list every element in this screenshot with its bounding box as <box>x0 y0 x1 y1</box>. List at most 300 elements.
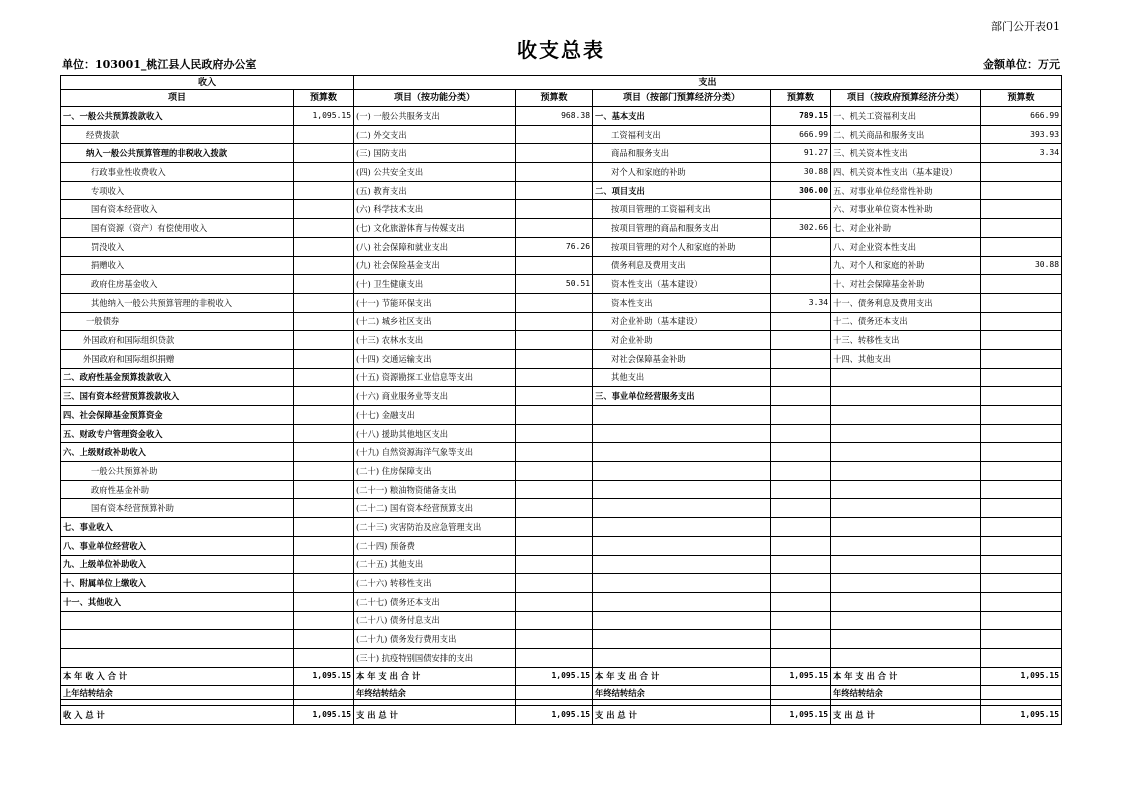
income-value <box>294 443 354 462</box>
gov-econ-value <box>981 349 1062 368</box>
gov-econ-item <box>831 592 981 611</box>
dept-econ-item: 其他支出 <box>593 368 771 387</box>
gov-econ-item <box>831 630 981 649</box>
gov-econ-item: 六、对事业单位资本性补助 <box>831 200 981 219</box>
gov-econ-item: 十三、转移性支出 <box>831 331 981 350</box>
dept-econ-value <box>771 368 831 387</box>
income-value <box>294 219 354 238</box>
dept-econ-item: 二、项目支出 <box>593 181 771 200</box>
income-item: 经费拨款 <box>61 125 294 144</box>
dept-econ-value <box>771 312 831 331</box>
gov-econ-value <box>981 368 1062 387</box>
income-item: 五、财政专户管理资金收入 <box>61 424 294 443</box>
income-value <box>294 592 354 611</box>
income-value <box>294 536 354 555</box>
function-item: (二十) 住房保障支出 <box>354 462 516 481</box>
dept-econ-item: 对企业补助 <box>593 331 771 350</box>
function-value <box>516 349 593 368</box>
expense-header: 支出 <box>354 76 1062 90</box>
dept-econ-item: 对企业补助（基本建设） <box>593 312 771 331</box>
expense-year-total-value: 1,095.15 <box>771 667 831 686</box>
dept-econ-value <box>771 237 831 256</box>
dept-econ-item: 工资福利支出 <box>593 125 771 144</box>
income-item: 九、上级单位补助收入 <box>61 555 294 574</box>
function-value <box>516 125 593 144</box>
unit-label: 单位：103001_桃江县人民政府办公室 <box>62 58 257 71</box>
table-row <box>61 462 1062 481</box>
function-item: (五) 教育支出 <box>354 181 516 200</box>
income-value <box>294 574 354 593</box>
income-value <box>294 256 354 275</box>
dept-econ-item: 资本性支出 <box>593 293 771 312</box>
function-item: (二十五) 其他支出 <box>354 555 516 574</box>
income-value <box>294 518 354 537</box>
gov-econ-value <box>981 574 1062 593</box>
income-item: 外国政府和国际组织贷款 <box>61 331 294 350</box>
function-value <box>516 256 593 275</box>
gov-econ-value <box>981 499 1062 518</box>
dept-econ-value <box>771 574 831 593</box>
dept-econ-value: 306.00 <box>771 181 831 200</box>
income-header: 收入 <box>61 76 354 90</box>
function-value <box>516 144 593 163</box>
function-value <box>516 200 593 219</box>
dept-econ-item: 按项目管理的商品和服务支出 <box>593 219 771 238</box>
function-item: (十四) 交通运输支出 <box>354 349 516 368</box>
income-item: 三、国有资本经营预算拨款收入 <box>61 387 294 406</box>
dept-econ-item <box>593 499 771 518</box>
function-value <box>516 406 593 425</box>
table-row <box>61 256 1062 275</box>
function-item: (二十八) 债务付息支出 <box>354 611 516 630</box>
expense-grand-total-label: 支 出 总 计 <box>354 706 516 725</box>
income-item: 一般公共预算补助 <box>61 462 294 481</box>
dept-econ-value: 30.88 <box>771 163 831 182</box>
income-value <box>294 293 354 312</box>
table-row <box>61 368 1062 387</box>
table-row <box>61 107 1062 126</box>
gov-econ-item <box>831 648 981 667</box>
gov-econ-item: 十、对社会保障基金补助 <box>831 275 981 294</box>
dept-econ-value <box>771 630 831 649</box>
table-row <box>61 574 1062 593</box>
income-item: 外国政府和国际组织捐赠 <box>61 349 294 368</box>
dept-econ-value: 91.27 <box>771 144 831 163</box>
income-item: 一、一般公共预算拨款收入 <box>61 107 294 126</box>
gov-econ-value <box>981 163 1062 182</box>
function-value <box>516 648 593 667</box>
function-value <box>516 424 593 443</box>
income-budget-header: 预算数 <box>294 90 354 107</box>
income-item: 八、事业单位经营收入 <box>61 536 294 555</box>
gov-econ-item: 十一、债务利息及费用支出 <box>831 293 981 312</box>
gov-econ-value: 30.88 <box>981 256 1062 275</box>
function-item: (二十二) 国有资本经营预算支出 <box>354 499 516 518</box>
end-balance-value <box>516 686 593 700</box>
gov-econ-item: 四、机关资本性支出（基本建设） <box>831 163 981 182</box>
gov-econ-value <box>981 648 1062 667</box>
income-item: 二、政府性基金预算拨款收入 <box>61 368 294 387</box>
function-value <box>516 163 593 182</box>
income-item-header: 项目 <box>61 90 294 107</box>
income-item: 一般债券 <box>61 312 294 331</box>
function-value <box>516 480 593 499</box>
expense-year-total-value: 1,095.15 <box>981 667 1062 686</box>
income-value <box>294 480 354 499</box>
dept-econ-item <box>593 592 771 611</box>
gov-econ-item <box>831 387 981 406</box>
dept-econ-value <box>771 331 831 350</box>
budget-summary-table <box>60 75 1062 725</box>
income-value <box>294 462 354 481</box>
end-balance-label: 年终结转结余 <box>593 686 771 700</box>
dept-econ-item: 商品和服务支出 <box>593 144 771 163</box>
dept-econ-item: 对个人和家庭的补助 <box>593 163 771 182</box>
income-grand-total-value: 1,095.15 <box>294 706 354 725</box>
gov-econ-value <box>981 181 1062 200</box>
function-item: (二十九) 债务发行费用支出 <box>354 630 516 649</box>
function-value <box>516 462 593 481</box>
income-value <box>294 312 354 331</box>
gov-econ-value <box>981 611 1062 630</box>
income-item: 四、社会保障基金预算资金 <box>61 406 294 425</box>
function-item: (八) 社会保障和就业支出 <box>354 237 516 256</box>
function-value: 76.26 <box>516 237 593 256</box>
table-row <box>61 219 1062 238</box>
gov-econ-item: 三、机关资本性支出 <box>831 144 981 163</box>
function-item: (十八) 援助其他地区支出 <box>354 424 516 443</box>
function-value <box>516 630 593 649</box>
dept-econ-value <box>771 200 831 219</box>
expense-grand-total-label: 支 出 总 计 <box>593 706 771 725</box>
table-row <box>61 125 1062 144</box>
income-grand-total-label: 收 入 总 计 <box>61 706 294 725</box>
dept-econ-value <box>771 518 831 537</box>
function-value: 968.38 <box>516 107 593 126</box>
income-item: 国有资本经营收入 <box>61 200 294 219</box>
income-value <box>294 237 354 256</box>
gov-econ-budget-header: 预算数 <box>981 90 1062 107</box>
table-row <box>61 592 1062 611</box>
income-year-total-value: 1,095.15 <box>294 667 354 686</box>
dept-econ-item <box>593 630 771 649</box>
gov-econ-value <box>981 480 1062 499</box>
gov-econ-value <box>981 462 1062 481</box>
dept-econ-value <box>771 256 831 275</box>
income-item: 罚没收入 <box>61 237 294 256</box>
dept-econ-value <box>771 592 831 611</box>
income-value <box>294 349 354 368</box>
income-item: 六、上级财政补助收入 <box>61 443 294 462</box>
income-value <box>294 630 354 649</box>
function-value <box>516 368 593 387</box>
gov-econ-item: 九、对个人和家庭的补助 <box>831 256 981 275</box>
function-item: (一) 一般公共服务支出 <box>354 107 516 126</box>
function-value <box>516 592 593 611</box>
income-value <box>294 611 354 630</box>
income-value: 1,095.15 <box>294 107 354 126</box>
function-item: (二) 外交支出 <box>354 125 516 144</box>
amount-unit: 金额单位：万元 <box>983 58 1060 71</box>
gov-econ-item <box>831 443 981 462</box>
income-value <box>294 125 354 144</box>
function-item: (三十) 抗疫特别国债安排的支出 <box>354 648 516 667</box>
dept-econ-value <box>771 443 831 462</box>
income-value <box>294 424 354 443</box>
dept-econ-value <box>771 499 831 518</box>
dept-econ-value <box>771 555 831 574</box>
gov-econ-value <box>981 536 1062 555</box>
income-value <box>294 200 354 219</box>
function-item: (三) 国防支出 <box>354 144 516 163</box>
function-item: (十二) 城乡社区支出 <box>354 312 516 331</box>
gov-econ-item <box>831 368 981 387</box>
gov-econ-value: 666.99 <box>981 107 1062 126</box>
income-item: 行政事业性收费收入 <box>61 163 294 182</box>
function-item: (十九) 自然资源海洋气象等支出 <box>354 443 516 462</box>
function-item: (十一) 节能环保支出 <box>354 293 516 312</box>
gov-econ-item <box>831 611 981 630</box>
function-value <box>516 331 593 350</box>
dept-econ-item: 一、基本支出 <box>593 107 771 126</box>
function-budget-header: 预算数 <box>516 90 593 107</box>
function-item-header: 项目（按功能分类） <box>354 90 516 107</box>
gov-econ-item: 二、机关商品和服务支出 <box>831 125 981 144</box>
function-item: (十六) 商业服务业等支出 <box>354 387 516 406</box>
dept-econ-item <box>593 480 771 499</box>
income-year-total-label: 本 年 收 入 合 计 <box>61 667 294 686</box>
income-item: 十、附属单位上缴收入 <box>61 574 294 593</box>
dept-econ-value <box>771 480 831 499</box>
function-value <box>516 499 593 518</box>
function-value <box>516 574 593 593</box>
function-item: (十三) 农林水支出 <box>354 331 516 350</box>
table-body <box>61 107 1062 725</box>
income-item: 捐赠收入 <box>61 256 294 275</box>
function-value <box>516 611 593 630</box>
function-value <box>516 219 593 238</box>
gov-econ-value <box>981 237 1062 256</box>
income-item: 政府住房基金收入 <box>61 275 294 294</box>
dept-econ-item <box>593 611 771 630</box>
dept-econ-value <box>771 349 831 368</box>
expense-grand-total-label: 支 出 总 计 <box>831 706 981 725</box>
dept-econ-value: 3.34 <box>771 293 831 312</box>
gov-econ-value <box>981 331 1062 350</box>
gov-econ-item <box>831 574 981 593</box>
income-value <box>294 555 354 574</box>
dept-econ-item <box>593 462 771 481</box>
gov-econ-value: 3.34 <box>981 144 1062 163</box>
gov-econ-item: 五、对事业单位经常性补助 <box>831 181 981 200</box>
function-item: (六) 科学技术支出 <box>354 200 516 219</box>
gov-econ-item: 十四、其他支出 <box>831 349 981 368</box>
table-row <box>61 181 1062 200</box>
table-row <box>61 555 1062 574</box>
function-item: (二十三) 灾害防治及应急管理支出 <box>354 518 516 537</box>
dept-econ-value: 302.66 <box>771 219 831 238</box>
dept-econ-item <box>593 443 771 462</box>
table-row <box>61 331 1062 350</box>
income-item <box>61 630 294 649</box>
gov-econ-value: 393.93 <box>981 125 1062 144</box>
dept-econ-item <box>593 406 771 425</box>
table-row <box>61 293 1062 312</box>
income-item: 七、事业收入 <box>61 518 294 537</box>
table-row <box>61 387 1062 406</box>
dept-econ-item: 三、事业单位经营服务支出 <box>593 387 771 406</box>
table-row <box>61 648 1062 667</box>
gov-econ-value <box>981 424 1062 443</box>
function-item: (十) 卫生健康支出 <box>354 275 516 294</box>
income-value <box>294 163 354 182</box>
dept-econ-value <box>771 462 831 481</box>
table-row <box>61 499 1062 518</box>
expense-year-total-value: 1,095.15 <box>516 667 593 686</box>
gov-econ-item <box>831 536 981 555</box>
income-item: 国有资源（资产）有偿使用收入 <box>61 219 294 238</box>
table-row <box>61 480 1062 499</box>
income-item: 国有资本经营预算补助 <box>61 499 294 518</box>
gov-econ-item <box>831 406 981 425</box>
gov-econ-value <box>981 555 1062 574</box>
function-value <box>516 518 593 537</box>
income-value <box>294 648 354 667</box>
function-item: (四) 公共安全支出 <box>354 163 516 182</box>
gov-econ-value <box>981 518 1062 537</box>
gov-econ-item: 十二、债务还本支出 <box>831 312 981 331</box>
gov-econ-value <box>981 387 1062 406</box>
table-row <box>61 275 1062 294</box>
income-item <box>61 648 294 667</box>
dept-econ-value <box>771 611 831 630</box>
income-value <box>294 144 354 163</box>
balance-row <box>61 686 1062 700</box>
dept-econ-item <box>593 574 771 593</box>
expense-year-total-label: 本 年 支 出 合 计 <box>831 667 981 686</box>
gov-econ-value <box>981 312 1062 331</box>
table-row <box>61 163 1062 182</box>
income-value <box>294 387 354 406</box>
income-value <box>294 406 354 425</box>
income-item: 其他纳入一般公共预算管理的非税收入 <box>61 293 294 312</box>
dept-econ-item: 按项目管理的工资福利支出 <box>593 200 771 219</box>
end-balance-value <box>771 686 831 700</box>
table-row <box>61 406 1062 425</box>
table-row <box>61 630 1062 649</box>
function-value: 50.51 <box>516 275 593 294</box>
function-item: (十五) 资源勘探工业信息等支出 <box>354 368 516 387</box>
gov-econ-value <box>981 275 1062 294</box>
dept-econ-budget-header: 预算数 <box>771 90 831 107</box>
dept-econ-value <box>771 648 831 667</box>
year-total-row <box>61 667 1062 686</box>
income-item: 十一、其他收入 <box>61 592 294 611</box>
table-row <box>61 349 1062 368</box>
income-value <box>294 331 354 350</box>
dept-econ-item: 按项目管理的对个人和家庭的补助 <box>593 237 771 256</box>
function-value <box>516 387 593 406</box>
gov-econ-value <box>981 406 1062 425</box>
dept-econ-value <box>771 275 831 294</box>
income-item <box>61 611 294 630</box>
gov-econ-item <box>831 555 981 574</box>
gov-econ-value <box>981 592 1062 611</box>
gov-econ-item <box>831 518 981 537</box>
dept-econ-value <box>771 387 831 406</box>
gov-econ-item-header: 项目（按政府预算经济分类） <box>831 90 981 107</box>
income-value <box>294 499 354 518</box>
function-item: (二十六) 转移性支出 <box>354 574 516 593</box>
gov-econ-item <box>831 499 981 518</box>
end-balance-value <box>981 686 1062 700</box>
table-row <box>61 144 1062 163</box>
gov-econ-item: 一、机关工资福利支出 <box>831 107 981 126</box>
dept-econ-value <box>771 424 831 443</box>
function-item: (二十一) 粮油物资储备支出 <box>354 480 516 499</box>
dept-econ-value: 789.15 <box>771 107 831 126</box>
dept-econ-value <box>771 536 831 555</box>
table-row <box>61 237 1062 256</box>
function-item: (七) 文化旅游体育与传媒支出 <box>354 219 516 238</box>
gov-econ-value <box>981 443 1062 462</box>
gov-econ-value <box>981 293 1062 312</box>
dept-econ-value: 666.99 <box>771 125 831 144</box>
expense-grand-total-value: 1,095.15 <box>771 706 831 725</box>
end-balance-label: 年终结转结余 <box>831 686 981 700</box>
function-value <box>516 312 593 331</box>
expense-grand-total-value: 1,095.15 <box>981 706 1062 725</box>
dept-econ-item <box>593 555 771 574</box>
dept-econ-item: 债务利息及费用支出 <box>593 256 771 275</box>
function-value <box>516 443 593 462</box>
income-value <box>294 275 354 294</box>
dept-econ-item <box>593 518 771 537</box>
income-item: 纳入一般公共预算管理的非税收入拨款 <box>61 144 294 163</box>
gov-econ-value <box>981 219 1062 238</box>
table-row <box>61 536 1062 555</box>
dept-econ-item-header: 项目（按部门预算经济分类） <box>593 90 771 107</box>
gov-econ-item: 七、对企业补助 <box>831 219 981 238</box>
function-value <box>516 181 593 200</box>
prev-balance-label: 上年结转结余 <box>61 686 294 700</box>
grand-total-row <box>61 706 1062 725</box>
gov-econ-item <box>831 424 981 443</box>
function-value <box>516 293 593 312</box>
function-value <box>516 555 593 574</box>
table-row <box>61 312 1062 331</box>
expense-grand-total-value: 1,095.15 <box>516 706 593 725</box>
function-value <box>516 536 593 555</box>
dept-econ-item <box>593 424 771 443</box>
page-title: 收支总表 <box>517 38 605 62</box>
gov-econ-item <box>831 480 981 499</box>
dept-econ-item <box>593 536 771 555</box>
function-item: (九) 社会保险基金支出 <box>354 256 516 275</box>
income-value <box>294 368 354 387</box>
gov-econ-item <box>831 462 981 481</box>
income-item: 专项收入 <box>61 181 294 200</box>
function-item: (十七) 金融支出 <box>354 406 516 425</box>
form-code: 部门公开表01 <box>991 20 1060 33</box>
table-row <box>61 518 1062 537</box>
table-row <box>61 443 1062 462</box>
dept-econ-value <box>771 406 831 425</box>
gov-econ-value <box>981 200 1062 219</box>
function-item: (二十四) 预备费 <box>354 536 516 555</box>
expense-year-total-label: 本 年 支 出 合 计 <box>593 667 771 686</box>
table-row <box>61 611 1062 630</box>
